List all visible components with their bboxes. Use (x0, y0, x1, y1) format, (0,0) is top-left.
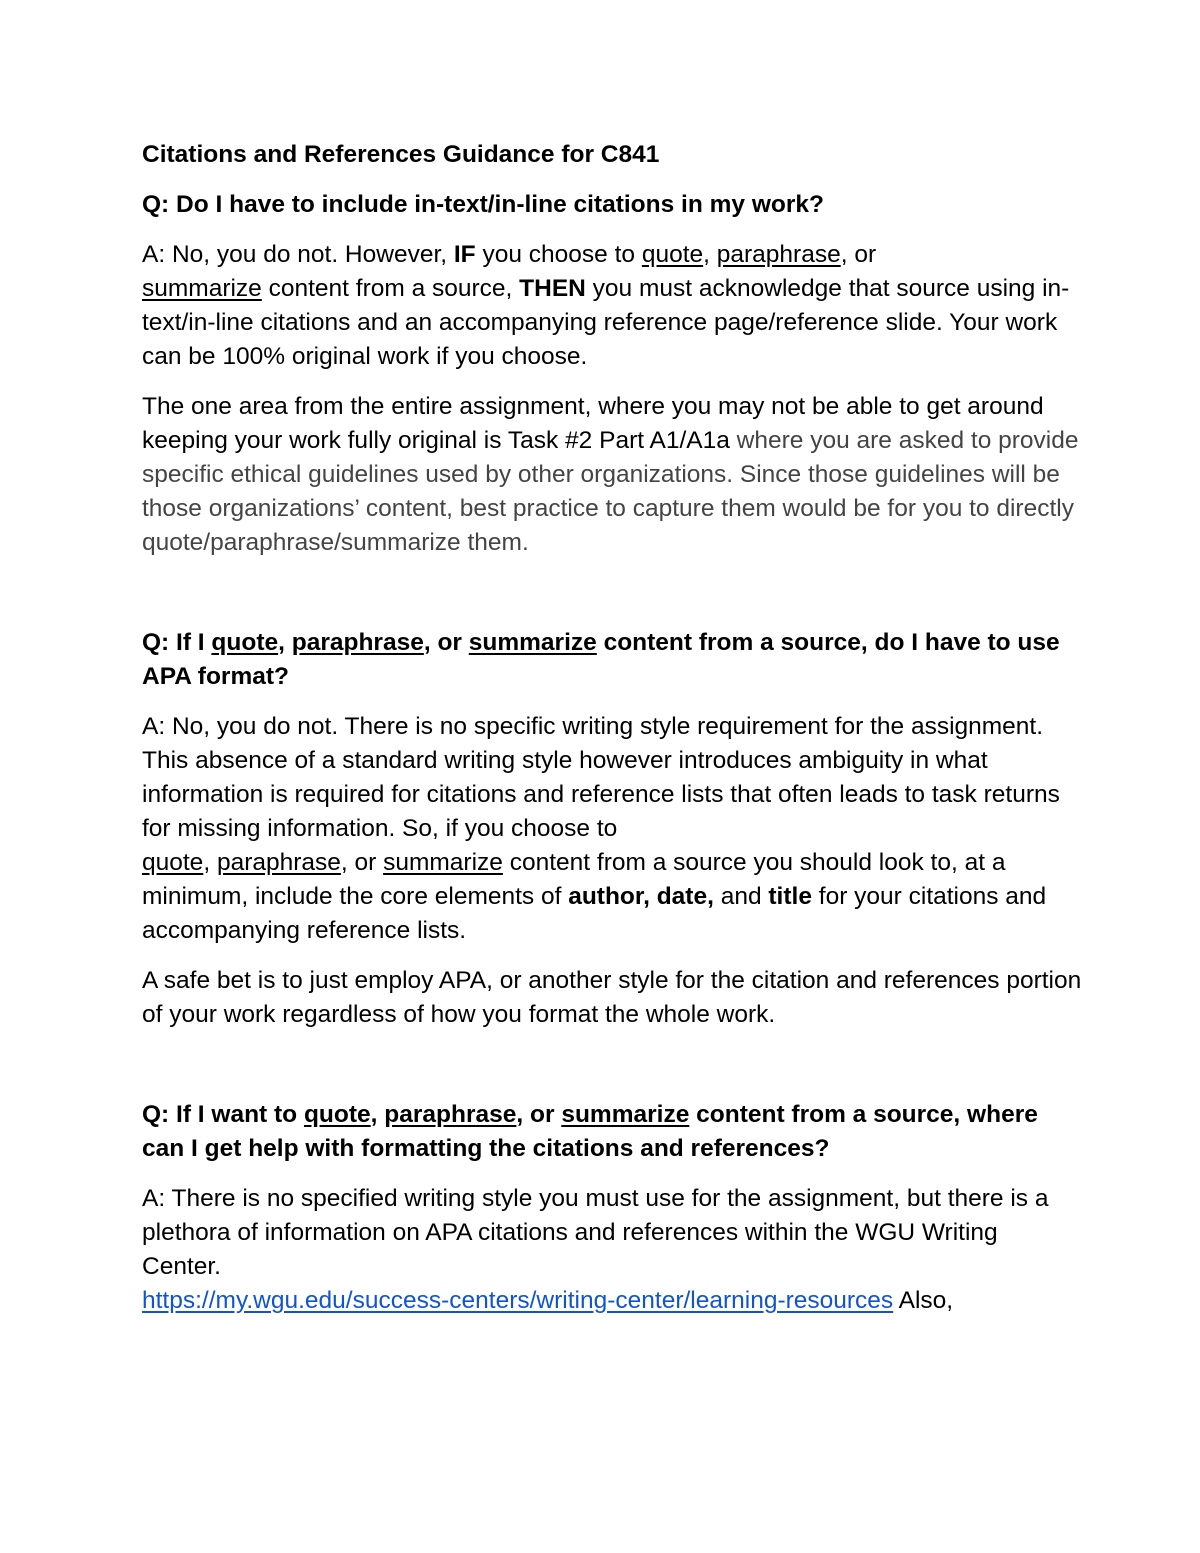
summarize-term: summarize (383, 849, 503, 876)
quote-term: quote (641, 241, 704, 268)
summarize-term: summarize (142, 275, 262, 302)
summarize-term: summarize (468, 629, 597, 656)
answer-3-text: A: There is no specified writing style you must use for the assignment, but there is a plethora of information on APA citations and references within the WGU Writing Center. (142, 1185, 1049, 1280)
question-1: Q: Do I have to include in-text/in-line citations in my work? (142, 191, 824, 218)
spacer (142, 1048, 1082, 1098)
author-date-emphasis: author, date, (568, 883, 714, 910)
summarize-term: summarize (561, 1101, 690, 1128)
paraphrase-term: paraphrase (291, 629, 424, 656)
answer-1-text: you must acknowledge that source using in-text/in-line citations and an accompanying reference page/reference slide. Your work can be 100% original work if you choose. (142, 275, 1070, 370)
quote-term: quote (211, 629, 279, 656)
document-title: Citations and References Guidance for C841 (142, 141, 660, 168)
answer-2-text: content from a source you should look to, at a minimum, include the core elements of (142, 849, 1006, 910)
then-emphasis: THEN (519, 275, 586, 302)
answer-1-text: you choose to (475, 241, 642, 268)
spacer (142, 576, 1082, 626)
note-1 (142, 390, 1082, 560)
question-2-text: content from a source, do I have to use APA format? (142, 629, 1060, 690)
answer-2-text: A: No, you do not. There is no specific writing style requirement for the assignment. This absence of a standard writing style however introduces ambiguity in what information is required for citations and reference lists that often leads to task returns for missing information. So, if you choose to (142, 713, 1060, 842)
question-3-text: Q: If I want to (142, 1101, 304, 1128)
punctuation: , (278, 629, 292, 656)
answer-1 (142, 238, 1082, 374)
question-3 (142, 1098, 1082, 1166)
document-page (142, 138, 1082, 1334)
answer-1-text: content from a source, (261, 275, 520, 302)
quote-term: quote (303, 1101, 371, 1128)
note-1-muted-text: where you are asked to provide specific ethical guidelines used by other organizations. Since those guidelines will be those organizations’ content, best practice to capture them would be for you to directly quote/paraphrase/summarize them. (142, 427, 1079, 556)
punctuation: , (370, 1101, 385, 1128)
if-emphasis: IF (453, 241, 476, 268)
punctuation: , (703, 241, 717, 268)
punctuation: , or (516, 1101, 562, 1128)
paraphrase-term: paraphrase (216, 849, 341, 876)
note-2: A safe bet is to just employ APA, or another style for the citation and references portion of your work regardless of how you format the whole work. (142, 967, 1082, 1028)
question-2-text: Q: If I (142, 629, 212, 656)
punctuation: , or (423, 629, 469, 656)
paraphrase-term: paraphrase (716, 241, 841, 268)
quote-term: quote (142, 849, 204, 876)
paraphrase-term: paraphrase (384, 1101, 517, 1128)
punctuation: , or (340, 849, 384, 876)
answer-1-text: A: No, you do not. However, (142, 241, 454, 268)
answer-2 (142, 710, 1082, 948)
writing-center-link[interactable]: https://my.wgu.edu/success-centers/writing-center/learning-resources (142, 1287, 894, 1314)
question-3-text: content from a source, where can I get help with formatting the citations and references? (142, 1101, 1038, 1162)
punctuation: , (203, 849, 217, 876)
answer-3 (142, 1182, 1082, 1318)
punctuation: , or (840, 241, 877, 268)
answer-2-text: and (713, 883, 769, 910)
answer-3-text: Also, (893, 1287, 954, 1314)
answer-2-text: for your citations and accompanying reference lists. (142, 883, 1047, 944)
note-1-text: The one area from the entire assignment, where you may not be able to get around keeping your work fully original is Task #2 Part A1/A1a (142, 393, 1044, 454)
title-emphasis: title (768, 883, 812, 910)
question-2 (142, 626, 1082, 694)
